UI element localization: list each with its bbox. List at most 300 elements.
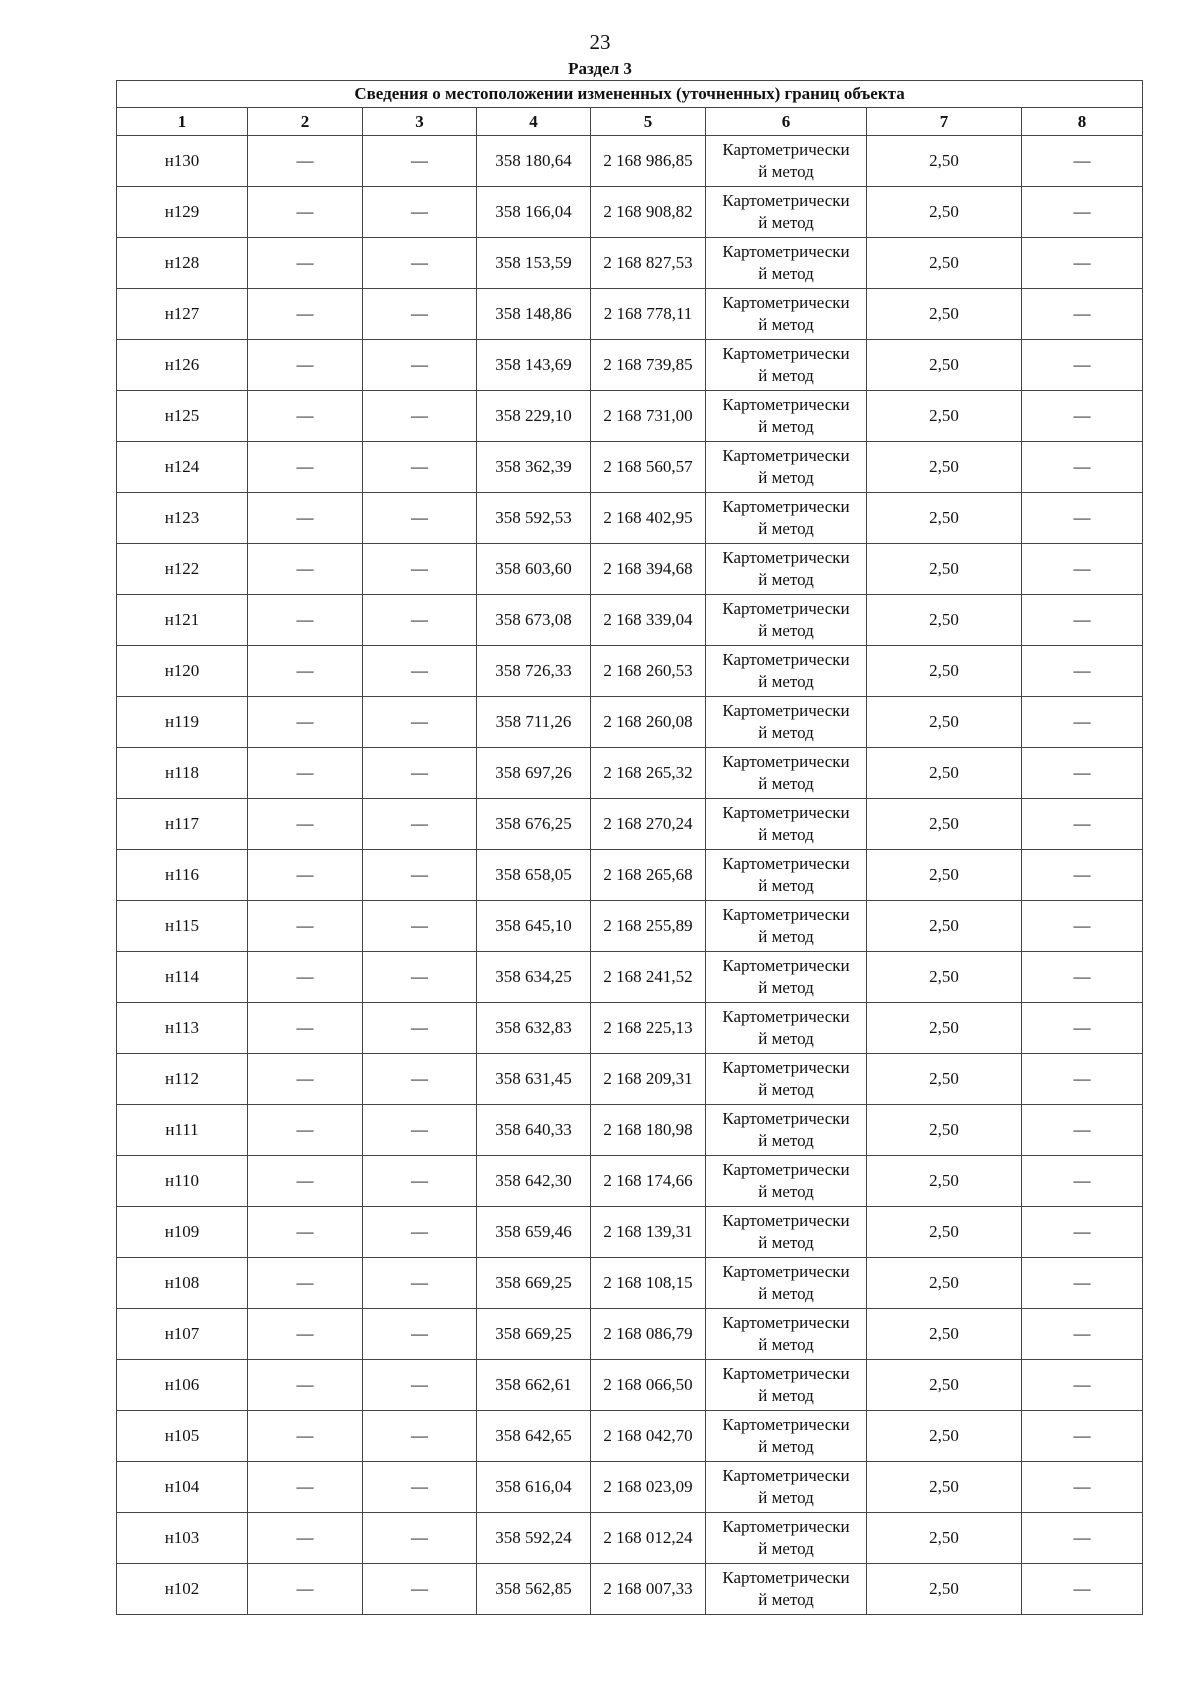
column-number: 3 bbox=[363, 108, 477, 136]
cell-accuracy: 2,50 bbox=[867, 1054, 1022, 1105]
cell-accuracy: 2,50 bbox=[867, 901, 1022, 952]
method-line-1: Картометрически bbox=[722, 1568, 850, 1587]
table-row bbox=[117, 340, 1143, 391]
cell-coordinate-x: 358 697,26 bbox=[477, 748, 591, 799]
table-row bbox=[117, 289, 1143, 340]
method-line-2: й метод bbox=[758, 468, 814, 487]
cell-coordinate-x: 358 669,25 bbox=[477, 1309, 591, 1360]
cell-col-3: — bbox=[363, 187, 477, 238]
cell-col-8: — bbox=[1022, 340, 1143, 391]
cell-coordinate-y: 2 168 778,11 bbox=[591, 289, 706, 340]
cell-method bbox=[706, 901, 867, 952]
method-line-2: й метод bbox=[758, 1335, 814, 1354]
cell-point-number: н106 bbox=[117, 1360, 248, 1411]
cell-col-8: — bbox=[1022, 493, 1143, 544]
method-line-1: Картометрически bbox=[722, 1058, 850, 1077]
cell-col-8: — bbox=[1022, 595, 1143, 646]
method-line-2: й метод bbox=[758, 621, 814, 640]
cell-col-8: — bbox=[1022, 238, 1143, 289]
table-row bbox=[117, 595, 1143, 646]
method-line-1: Картометрически bbox=[722, 1364, 850, 1383]
table-caption-row bbox=[117, 81, 1143, 108]
cell-coordinate-x: 358 229,10 bbox=[477, 391, 591, 442]
cell-method bbox=[706, 1360, 867, 1411]
cell-coordinate-y: 2 168 339,04 bbox=[591, 595, 706, 646]
cell-col-3: — bbox=[363, 391, 477, 442]
cell-col-3: — bbox=[363, 238, 477, 289]
cell-coordinate-y: 2 168 908,82 bbox=[591, 187, 706, 238]
cell-point-number: н107 bbox=[117, 1309, 248, 1360]
cell-col-3: — bbox=[363, 697, 477, 748]
cell-accuracy: 2,50 bbox=[867, 1003, 1022, 1054]
cell-accuracy: 2,50 bbox=[867, 1105, 1022, 1156]
cell-col-3: — bbox=[363, 952, 477, 1003]
cell-accuracy: 2,50 bbox=[867, 289, 1022, 340]
cell-col-8: — bbox=[1022, 748, 1143, 799]
cell-accuracy: 2,50 bbox=[867, 238, 1022, 289]
cell-coordinate-x: 358 180,64 bbox=[477, 136, 591, 187]
cell-col-2: — bbox=[248, 187, 363, 238]
method-line-1: Картометрически bbox=[722, 1415, 850, 1434]
cell-col-2: — bbox=[248, 952, 363, 1003]
cell-method bbox=[706, 697, 867, 748]
cell-coordinate-y: 2 168 012,24 bbox=[591, 1513, 706, 1564]
cell-method bbox=[706, 1309, 867, 1360]
cell-col-2: — bbox=[248, 901, 363, 952]
method-line-1: Картометрически bbox=[722, 854, 850, 873]
method-line-1: Картометрически bbox=[722, 191, 850, 210]
column-number-row bbox=[117, 108, 1143, 136]
method-line-2: й метод bbox=[758, 1131, 814, 1150]
method-line-2: й метод bbox=[758, 1029, 814, 1048]
cell-col-8: — bbox=[1022, 442, 1143, 493]
method-line-1: Картометрически bbox=[722, 1160, 850, 1179]
cell-col-3: — bbox=[363, 1105, 477, 1156]
table-row bbox=[117, 1411, 1143, 1462]
cell-method bbox=[706, 289, 867, 340]
page-number: 23 bbox=[589, 30, 611, 54]
method-line-1: Картометрически bbox=[722, 701, 850, 720]
cell-coordinate-x: 358 616,04 bbox=[477, 1462, 591, 1513]
cell-method bbox=[706, 493, 867, 544]
cell-method bbox=[706, 340, 867, 391]
cell-col-2: — bbox=[248, 136, 363, 187]
cell-coordinate-y: 2 168 739,85 bbox=[591, 340, 706, 391]
cell-coordinate-x: 358 166,04 bbox=[477, 187, 591, 238]
cell-coordinate-x: 358 562,85 bbox=[477, 1564, 591, 1615]
cell-coordinate-x: 358 726,33 bbox=[477, 646, 591, 697]
cell-method bbox=[706, 748, 867, 799]
method-line-1: Картометрически bbox=[722, 1262, 850, 1281]
cell-col-8: — bbox=[1022, 952, 1143, 1003]
table-row bbox=[117, 1513, 1143, 1564]
method-line-2: й метод bbox=[758, 927, 814, 946]
cell-accuracy: 2,50 bbox=[867, 748, 1022, 799]
table-row bbox=[117, 1309, 1143, 1360]
cell-coordinate-x: 358 662,61 bbox=[477, 1360, 591, 1411]
table-row bbox=[117, 901, 1143, 952]
method-line-2: й метод bbox=[758, 213, 814, 232]
cell-accuracy: 2,50 bbox=[867, 1258, 1022, 1309]
method-line-2: й метод bbox=[758, 1590, 814, 1609]
cell-col-8: — bbox=[1022, 1003, 1143, 1054]
column-number: 1 bbox=[117, 108, 248, 136]
method-line-2: й метод bbox=[758, 366, 814, 385]
method-line-1: Картометрически bbox=[722, 1109, 850, 1128]
cell-accuracy: 2,50 bbox=[867, 1156, 1022, 1207]
cell-coordinate-y: 2 168 265,32 bbox=[591, 748, 706, 799]
cell-accuracy: 2,50 bbox=[867, 1411, 1022, 1462]
cell-col-2: — bbox=[248, 289, 363, 340]
coordinates-table bbox=[116, 80, 1143, 1615]
cell-accuracy: 2,50 bbox=[867, 1207, 1022, 1258]
cell-col-2: — bbox=[248, 1513, 363, 1564]
cell-col-8: — bbox=[1022, 1462, 1143, 1513]
cell-col-2: — bbox=[248, 1207, 363, 1258]
cell-method bbox=[706, 1462, 867, 1513]
cell-coordinate-x: 358 711,26 bbox=[477, 697, 591, 748]
cell-accuracy: 2,50 bbox=[867, 391, 1022, 442]
method-line-2: й метод bbox=[758, 1488, 814, 1507]
cell-col-8: — bbox=[1022, 544, 1143, 595]
cell-accuracy: 2,50 bbox=[867, 1360, 1022, 1411]
cell-coordinate-x: 358 634,25 bbox=[477, 952, 591, 1003]
method-line-2: й метод bbox=[758, 1182, 814, 1201]
cell-method bbox=[706, 1258, 867, 1309]
cell-col-3: — bbox=[363, 748, 477, 799]
cell-coordinate-y: 2 168 394,68 bbox=[591, 544, 706, 595]
method-line-1: Картометрически bbox=[722, 446, 850, 465]
table-row bbox=[117, 1258, 1143, 1309]
cell-point-number: н108 bbox=[117, 1258, 248, 1309]
cell-col-2: — bbox=[248, 1156, 363, 1207]
cell-point-number: н129 bbox=[117, 187, 248, 238]
method-line-2: й метод bbox=[758, 1539, 814, 1558]
cell-col-2: — bbox=[248, 1309, 363, 1360]
cell-coordinate-y: 2 168 225,13 bbox=[591, 1003, 706, 1054]
cell-point-number: н103 bbox=[117, 1513, 248, 1564]
table-row bbox=[117, 1156, 1143, 1207]
cell-coordinate-y: 2 168 402,95 bbox=[591, 493, 706, 544]
cell-col-3: — bbox=[363, 1411, 477, 1462]
cell-point-number: н126 bbox=[117, 340, 248, 391]
cell-col-8: — bbox=[1022, 799, 1143, 850]
cell-point-number: н114 bbox=[117, 952, 248, 1003]
cell-point-number: н118 bbox=[117, 748, 248, 799]
cell-coordinate-y: 2 168 209,31 bbox=[591, 1054, 706, 1105]
table-row bbox=[117, 187, 1143, 238]
method-line-2: й метод bbox=[758, 1233, 814, 1252]
cell-col-2: — bbox=[248, 493, 363, 544]
method-line-1: Картометрически bbox=[722, 344, 850, 363]
cell-point-number: н127 bbox=[117, 289, 248, 340]
cell-col-2: — bbox=[248, 238, 363, 289]
cell-col-3: — bbox=[363, 799, 477, 850]
cell-point-number: н128 bbox=[117, 238, 248, 289]
cell-point-number: н110 bbox=[117, 1156, 248, 1207]
cell-col-3: — bbox=[363, 1360, 477, 1411]
cell-point-number: н121 bbox=[117, 595, 248, 646]
method-line-2: й метод bbox=[758, 1386, 814, 1405]
cell-coordinate-x: 358 603,60 bbox=[477, 544, 591, 595]
cell-method bbox=[706, 1156, 867, 1207]
cell-point-number: н109 bbox=[117, 1207, 248, 1258]
method-line-1: Картометрически bbox=[722, 752, 850, 771]
cell-col-2: — bbox=[248, 1564, 363, 1615]
method-line-1: Картометрически bbox=[722, 242, 850, 261]
cell-coordinate-x: 358 592,53 bbox=[477, 493, 591, 544]
cell-method bbox=[706, 238, 867, 289]
cell-method bbox=[706, 1105, 867, 1156]
cell-accuracy: 2,50 bbox=[867, 187, 1022, 238]
cell-coordinate-x: 358 592,24 bbox=[477, 1513, 591, 1564]
cell-coordinate-y: 2 168 731,00 bbox=[591, 391, 706, 442]
cell-method bbox=[706, 544, 867, 595]
cell-point-number: н125 bbox=[117, 391, 248, 442]
method-line-1: Картометрически bbox=[722, 395, 850, 414]
cell-coordinate-y: 2 168 066,50 bbox=[591, 1360, 706, 1411]
column-number: 8 bbox=[1022, 108, 1143, 136]
cell-point-number: н115 bbox=[117, 901, 248, 952]
method-line-1: Картометрически bbox=[722, 1211, 850, 1230]
cell-accuracy: 2,50 bbox=[867, 544, 1022, 595]
cell-col-8: — bbox=[1022, 136, 1143, 187]
cell-col-2: — bbox=[248, 391, 363, 442]
cell-col-8: — bbox=[1022, 1156, 1143, 1207]
cell-accuracy: 2,50 bbox=[867, 1309, 1022, 1360]
cell-col-8: — bbox=[1022, 1105, 1143, 1156]
cell-col-3: — bbox=[363, 1309, 477, 1360]
method-line-2: й метод bbox=[758, 417, 814, 436]
cell-coordinate-y: 2 168 986,85 bbox=[591, 136, 706, 187]
method-line-1: Картометрически bbox=[722, 803, 850, 822]
cell-coordinate-x: 358 645,10 bbox=[477, 901, 591, 952]
method-line-2: й метод bbox=[758, 774, 814, 793]
table-row bbox=[117, 136, 1143, 187]
table-row bbox=[117, 1054, 1143, 1105]
method-line-1: Картометрически bbox=[722, 1007, 850, 1026]
cell-coordinate-x: 358 673,08 bbox=[477, 595, 591, 646]
cell-col-3: — bbox=[363, 1156, 477, 1207]
cell-coordinate-x: 358 669,25 bbox=[477, 1258, 591, 1309]
cell-point-number: н119 bbox=[117, 697, 248, 748]
method-line-2: й метод bbox=[758, 162, 814, 181]
cell-col-8: — bbox=[1022, 1309, 1143, 1360]
cell-col-3: — bbox=[363, 850, 477, 901]
cell-col-2: — bbox=[248, 340, 363, 391]
method-line-2: й метод bbox=[758, 1284, 814, 1303]
method-line-2: й метод bbox=[758, 672, 814, 691]
cell-col-3: — bbox=[363, 595, 477, 646]
cell-col-2: — bbox=[248, 1462, 363, 1513]
method-line-1: Картометрически bbox=[722, 905, 850, 924]
cell-coordinate-x: 358 632,83 bbox=[477, 1003, 591, 1054]
cell-coordinate-x: 358 642,30 bbox=[477, 1156, 591, 1207]
column-number: 7 bbox=[867, 108, 1022, 136]
cell-accuracy: 2,50 bbox=[867, 799, 1022, 850]
cell-method bbox=[706, 1003, 867, 1054]
cell-accuracy: 2,50 bbox=[867, 1462, 1022, 1513]
cell-coordinate-x: 358 153,59 bbox=[477, 238, 591, 289]
cell-coordinate-y: 2 168 827,53 bbox=[591, 238, 706, 289]
cell-method bbox=[706, 595, 867, 646]
cell-coordinate-x: 358 631,45 bbox=[477, 1054, 591, 1105]
method-line-2: й метод bbox=[758, 1080, 814, 1099]
cell-coordinate-y: 2 168 255,89 bbox=[591, 901, 706, 952]
cell-coordinate-y: 2 168 042,70 bbox=[591, 1411, 706, 1462]
method-line-2: й метод bbox=[758, 315, 814, 334]
cell-coordinate-y: 2 168 260,08 bbox=[591, 697, 706, 748]
cell-col-3: — bbox=[363, 136, 477, 187]
cell-col-3: — bbox=[363, 1258, 477, 1309]
cell-col-2: — bbox=[248, 1258, 363, 1309]
cell-accuracy: 2,50 bbox=[867, 136, 1022, 187]
cell-col-3: — bbox=[363, 289, 477, 340]
method-line-1: Картометрически bbox=[722, 548, 850, 567]
cell-method bbox=[706, 1513, 867, 1564]
cell-method bbox=[706, 442, 867, 493]
cell-col-8: — bbox=[1022, 646, 1143, 697]
cell-accuracy: 2,50 bbox=[867, 850, 1022, 901]
cell-col-2: — bbox=[248, 442, 363, 493]
table-row bbox=[117, 391, 1143, 442]
cell-coordinate-x: 358 640,33 bbox=[477, 1105, 591, 1156]
cell-coordinate-y: 2 168 139,31 bbox=[591, 1207, 706, 1258]
cell-method bbox=[706, 1054, 867, 1105]
cell-coordinate-y: 2 168 108,15 bbox=[591, 1258, 706, 1309]
cell-accuracy: 2,50 bbox=[867, 697, 1022, 748]
cell-col-8: — bbox=[1022, 1564, 1143, 1615]
method-line-1: Картометрически bbox=[722, 599, 850, 618]
cell-col-2: — bbox=[248, 544, 363, 595]
cell-coordinate-y: 2 168 260,53 bbox=[591, 646, 706, 697]
cell-point-number: н124 bbox=[117, 442, 248, 493]
cell-col-8: — bbox=[1022, 391, 1143, 442]
cell-method bbox=[706, 646, 867, 697]
cell-coordinate-y: 2 168 265,68 bbox=[591, 850, 706, 901]
cell-col-2: — bbox=[248, 850, 363, 901]
cell-accuracy: 2,50 bbox=[867, 1564, 1022, 1615]
cell-point-number: н117 bbox=[117, 799, 248, 850]
cell-coordinate-x: 358 148,86 bbox=[477, 289, 591, 340]
cell-point-number: н120 bbox=[117, 646, 248, 697]
cell-accuracy: 2,50 bbox=[867, 646, 1022, 697]
cell-accuracy: 2,50 bbox=[867, 595, 1022, 646]
table-row bbox=[117, 850, 1143, 901]
cell-point-number: н130 bbox=[117, 136, 248, 187]
column-number: 5 bbox=[591, 108, 706, 136]
cell-coordinate-x: 358 362,39 bbox=[477, 442, 591, 493]
cell-col-8: — bbox=[1022, 901, 1143, 952]
cell-col-8: — bbox=[1022, 289, 1143, 340]
table-row bbox=[117, 493, 1143, 544]
cell-col-3: — bbox=[363, 340, 477, 391]
method-line-2: й метод bbox=[758, 978, 814, 997]
method-line-1: Картометрически bbox=[722, 293, 850, 312]
table-row bbox=[117, 952, 1143, 1003]
method-line-1: Картометрически bbox=[722, 1517, 850, 1536]
cell-col-2: — bbox=[248, 1003, 363, 1054]
table-row bbox=[117, 1207, 1143, 1258]
cell-col-2: — bbox=[248, 799, 363, 850]
cell-col-2: — bbox=[248, 1105, 363, 1156]
cell-col-2: — bbox=[248, 1054, 363, 1105]
table-row bbox=[117, 799, 1143, 850]
cell-col-8: — bbox=[1022, 1411, 1143, 1462]
cell-col-3: — bbox=[363, 901, 477, 952]
cell-col-2: — bbox=[248, 697, 363, 748]
column-number: 6 bbox=[706, 108, 867, 136]
cell-accuracy: 2,50 bbox=[867, 1513, 1022, 1564]
method-line-2: й метод bbox=[758, 519, 814, 538]
cell-method bbox=[706, 1411, 867, 1462]
cell-coordinate-x: 358 658,05 bbox=[477, 850, 591, 901]
cell-method bbox=[706, 1207, 867, 1258]
cell-coordinate-x: 358 676,25 bbox=[477, 799, 591, 850]
cell-col-8: — bbox=[1022, 187, 1143, 238]
cell-col-8: — bbox=[1022, 697, 1143, 748]
cell-col-3: — bbox=[363, 1513, 477, 1564]
cell-coordinate-y: 2 168 174,66 bbox=[591, 1156, 706, 1207]
cell-method bbox=[706, 136, 867, 187]
table-row bbox=[117, 697, 1143, 748]
cell-col-3: — bbox=[363, 1462, 477, 1513]
cell-col-3: — bbox=[363, 493, 477, 544]
cell-accuracy: 2,50 bbox=[867, 340, 1022, 391]
section-title: Раздел 3 bbox=[568, 59, 632, 78]
cell-col-2: — bbox=[248, 1411, 363, 1462]
method-line-2: й метод bbox=[758, 570, 814, 589]
cell-point-number: н122 bbox=[117, 544, 248, 595]
cell-coordinate-y: 2 168 241,52 bbox=[591, 952, 706, 1003]
cell-col-3: — bbox=[363, 1564, 477, 1615]
table-caption: Сведения о местоположении измененных (уточненных) границ объекта bbox=[117, 81, 1143, 108]
cell-col-3: — bbox=[363, 544, 477, 595]
method-line-1: Картометрически bbox=[722, 497, 850, 516]
cell-col-3: — bbox=[363, 442, 477, 493]
cell-accuracy: 2,50 bbox=[867, 952, 1022, 1003]
cell-method bbox=[706, 799, 867, 850]
cell-col-2: — bbox=[248, 1360, 363, 1411]
method-line-2: й метод bbox=[758, 723, 814, 742]
cell-accuracy: 2,50 bbox=[867, 493, 1022, 544]
cell-point-number: н111 bbox=[117, 1105, 248, 1156]
cell-point-number: н112 bbox=[117, 1054, 248, 1105]
cell-point-number: н116 bbox=[117, 850, 248, 901]
cell-col-8: — bbox=[1022, 1360, 1143, 1411]
table-row bbox=[117, 238, 1143, 289]
cell-col-3: — bbox=[363, 1207, 477, 1258]
method-line-2: й метод bbox=[758, 264, 814, 283]
table-row bbox=[117, 646, 1143, 697]
cell-col-8: — bbox=[1022, 850, 1143, 901]
cell-method bbox=[706, 850, 867, 901]
cell-coordinate-x: 358 642,65 bbox=[477, 1411, 591, 1462]
cell-coordinate-x: 358 143,69 bbox=[477, 340, 591, 391]
column-number: 2 bbox=[248, 108, 363, 136]
cell-coordinate-y: 2 168 023,09 bbox=[591, 1462, 706, 1513]
method-line-1: Картометрически bbox=[722, 650, 850, 669]
method-line-1: Картометрически bbox=[722, 140, 850, 159]
cell-col-8: — bbox=[1022, 1258, 1143, 1309]
cell-col-2: — bbox=[248, 646, 363, 697]
table-row bbox=[117, 1564, 1143, 1615]
method-line-2: й метод bbox=[758, 1437, 814, 1456]
table-row bbox=[117, 544, 1143, 595]
cell-method bbox=[706, 1564, 867, 1615]
cell-method bbox=[706, 187, 867, 238]
table-row bbox=[117, 1360, 1143, 1411]
